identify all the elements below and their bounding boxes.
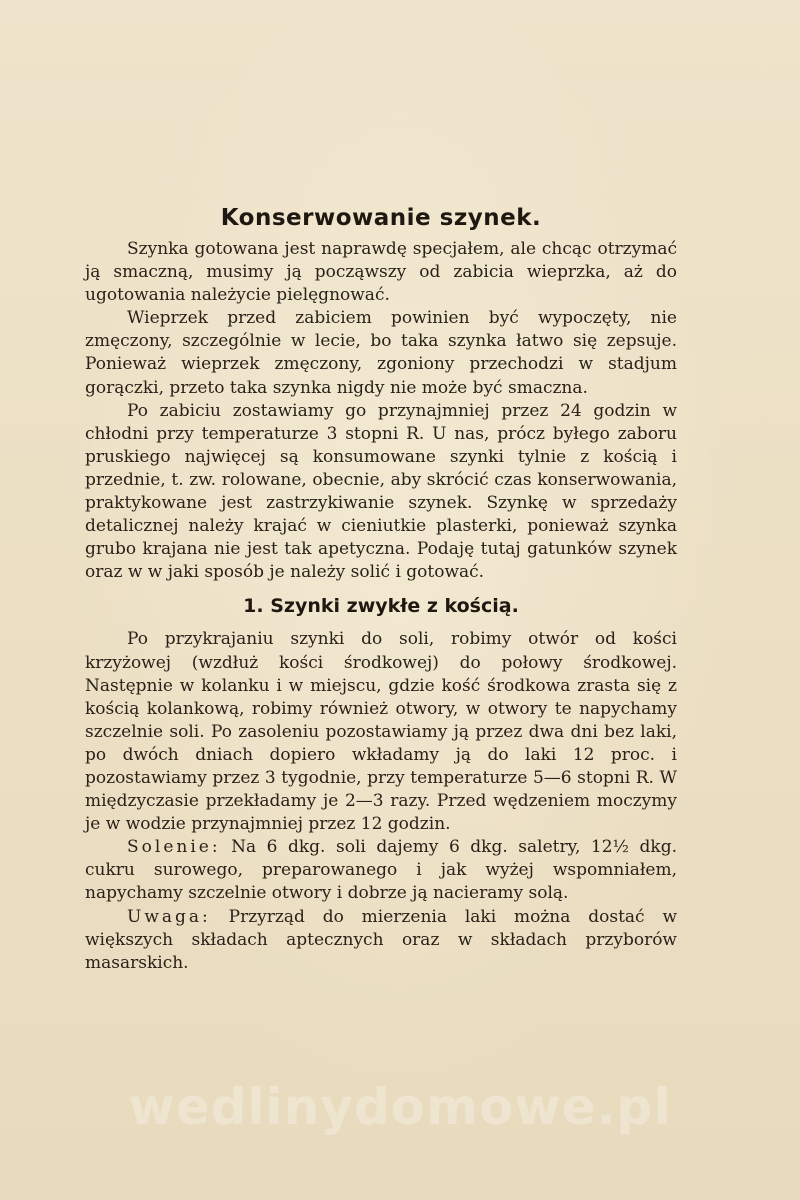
solenie-paragraph xyxy=(85,836,677,905)
intro-paragraph-2: Wieprzek przed zabiciem powinien być wypoczęty, nie zmęczony, szczególnie w lecie, bo taka szynka łatwo się zepsuje. Ponieważ wieprzek zmęczony, zgoniony przechodzi w stadjum gorączki, przeto taka szynka nigdy nie może być smaczna. xyxy=(85,308,677,398)
section-heading: 1. Szynki zwykłe z kością. xyxy=(243,595,519,618)
page-title: Konserwowanie szynek. xyxy=(220,205,542,231)
intro-paragraph-1: Szynka gotowana jest naprawdę specjałem, ale chcąc otrzymać ją smaczną, musimy ją począwszy od zabicia wieprzka, aż do ugotowania należycie pielęgnować. xyxy=(85,239,677,306)
intro-paragraph-3: Po zabiciu zostawiamy go przynajmniej przez 24 godzin w chłodni przy temperaturze 3 stopni R. U nas, prócz byłego zaboru pruskiego najwięcej są konsumowane szynki tylnie z kością i przednie, t. zw. rolowane, obecnie, aby skrócić czas konserwowania, praktykowane jest zastrzykiwanie szynek. Szynkę w sprzedaży detalicznej należy krajać w cieniutkie plasterki, ponieważ szynka grubo krajana nie jest tak apetyczna. Podaję tutaj gatunków szynek oraz w w jaki sposób je należy solić i gotować. xyxy=(85,400,677,583)
page-text xyxy=(85,200,677,975)
section-paragraph-1: Po przykrajaniu szynki do soli, robimy otwór od kości krzyżowej (wzdłuż kości środkowej) do połowy środkowej. Następnie w kolanku i w miejscu, gdzie kość środkowa zrasta się z kością kolankową, robimy również otwory, w otwory te napychamy szczelnie soli. Po zasoleniu pozostawiamy ją przez dwa dni bez laki, po dwóch dniach dopiero wkładamy ją do laki 12 proc. i pozostawiamy przez 3 tygodnie, przy temperaturze 5—6 stopni R. W międzyczasie przekładamy je 2—3 razy. Przed wędzeniem moczymy je w wodzie przynajmniej przez 12 godzin. xyxy=(85,629,677,835)
uwaga-text: Przyrząd do mierzenia laki można dostać w większych składach aptecznych oraz w składach przyborów masarskich. xyxy=(85,906,677,973)
uwaga-paragraph xyxy=(85,906,677,975)
watermark: wedlinydomowe.pl xyxy=(128,1078,672,1136)
solenie-label: Solenie: xyxy=(127,837,221,858)
solenie-text: Na 6 dkg. soli dajemy 6 dkg. saletry, 12½ dkg. cukru surowego, preparowanego i jak wyżej wspomniałem, napychamy szczelnie otwory i dobrze ją nacieramy solą. xyxy=(85,837,677,904)
uwaga-label: Uwaga: xyxy=(127,906,211,927)
